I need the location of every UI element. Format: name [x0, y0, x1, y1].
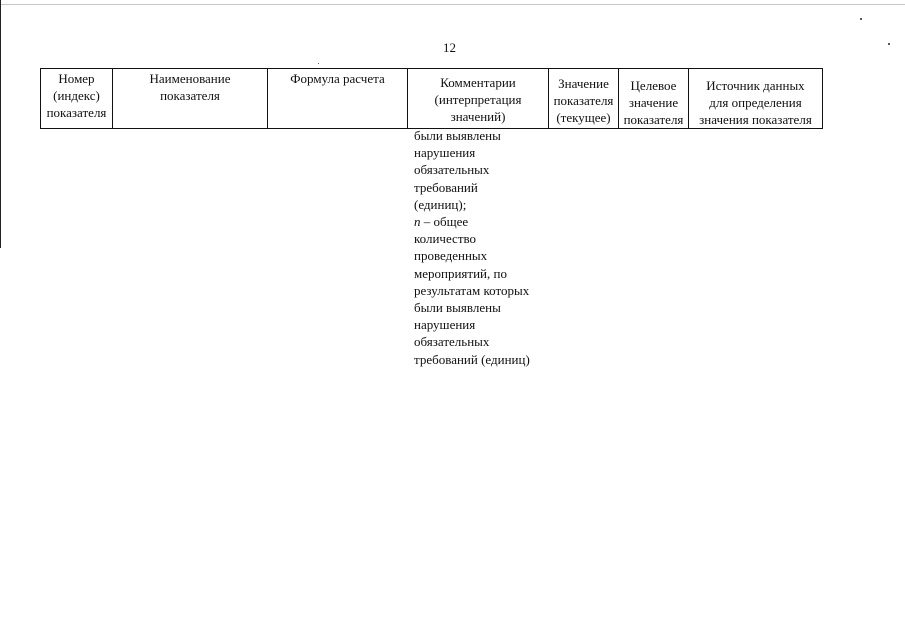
header-target-value-label — [619, 70, 688, 128]
header-formula — [268, 69, 408, 129]
comment-line: были выявлены — [414, 128, 501, 143]
header-comments — [408, 69, 549, 129]
scan-speck — [860, 18, 862, 20]
comment-line: обязательных — [414, 334, 490, 350]
scan-speck — [318, 63, 319, 64]
header-line: показателя — [553, 93, 614, 108]
header-index-label — [41, 70, 112, 121]
scan-edge-top — [0, 4, 905, 5]
comment-line: количество — [414, 231, 477, 247]
header-line: (текущее) — [556, 110, 611, 125]
indicator-table-header — [40, 68, 823, 129]
header-formula-label — [268, 70, 407, 87]
header-line: значение — [628, 95, 679, 110]
header-line: Комментарии — [440, 75, 516, 90]
header-line: Наименование — [149, 71, 231, 86]
header-line: (индекс) — [53, 88, 100, 103]
header-line: значений) — [450, 109, 506, 124]
header-name — [113, 69, 268, 129]
header-name-label — [113, 70, 267, 104]
header-line: Значение — [558, 76, 609, 91]
comment-line: требований (единиц) — [414, 351, 530, 367]
header-line: показателя — [623, 112, 684, 127]
table-header-row — [41, 69, 823, 129]
header-line: значения показателя — [699, 112, 812, 127]
header-line: показателя — [46, 105, 107, 120]
header-current-value-label — [549, 70, 618, 126]
comment-line: мероприятий, по — [414, 265, 507, 281]
header-line: для определения — [709, 95, 802, 110]
comment-line: нарушения — [414, 317, 476, 333]
header-current-value — [549, 69, 619, 129]
header-line: Источник данных — [706, 78, 805, 93]
comment-line: были выявлены — [414, 300, 501, 316]
header-line: показателя — [160, 88, 220, 103]
page-number: 12 — [443, 40, 456, 55]
header-line: Номер — [58, 71, 95, 86]
scan-speck — [888, 43, 890, 45]
comment-line: обязательных — [414, 162, 490, 178]
comment-continuation-text — [414, 127, 564, 368]
header-target-value — [619, 69, 689, 129]
header-line: Формула расчета — [290, 71, 385, 86]
scan-edge-left — [0, 0, 1, 248]
comment-line: результатам которых — [414, 282, 530, 298]
header-data-source — [689, 69, 823, 129]
comment-line: требований — [414, 179, 478, 195]
header-line: Целевое — [630, 78, 677, 93]
header-index — [41, 69, 113, 129]
header-comments-label — [408, 70, 548, 125]
comment-line: проведенных — [414, 248, 488, 264]
comment-line: (единиц); — [414, 196, 467, 212]
comment-line: n – общее — [414, 214, 469, 230]
header-data-source-label — [689, 70, 822, 128]
comment-line: нарушения — [414, 145, 476, 161]
header-line: (интерпретация — [434, 92, 522, 107]
